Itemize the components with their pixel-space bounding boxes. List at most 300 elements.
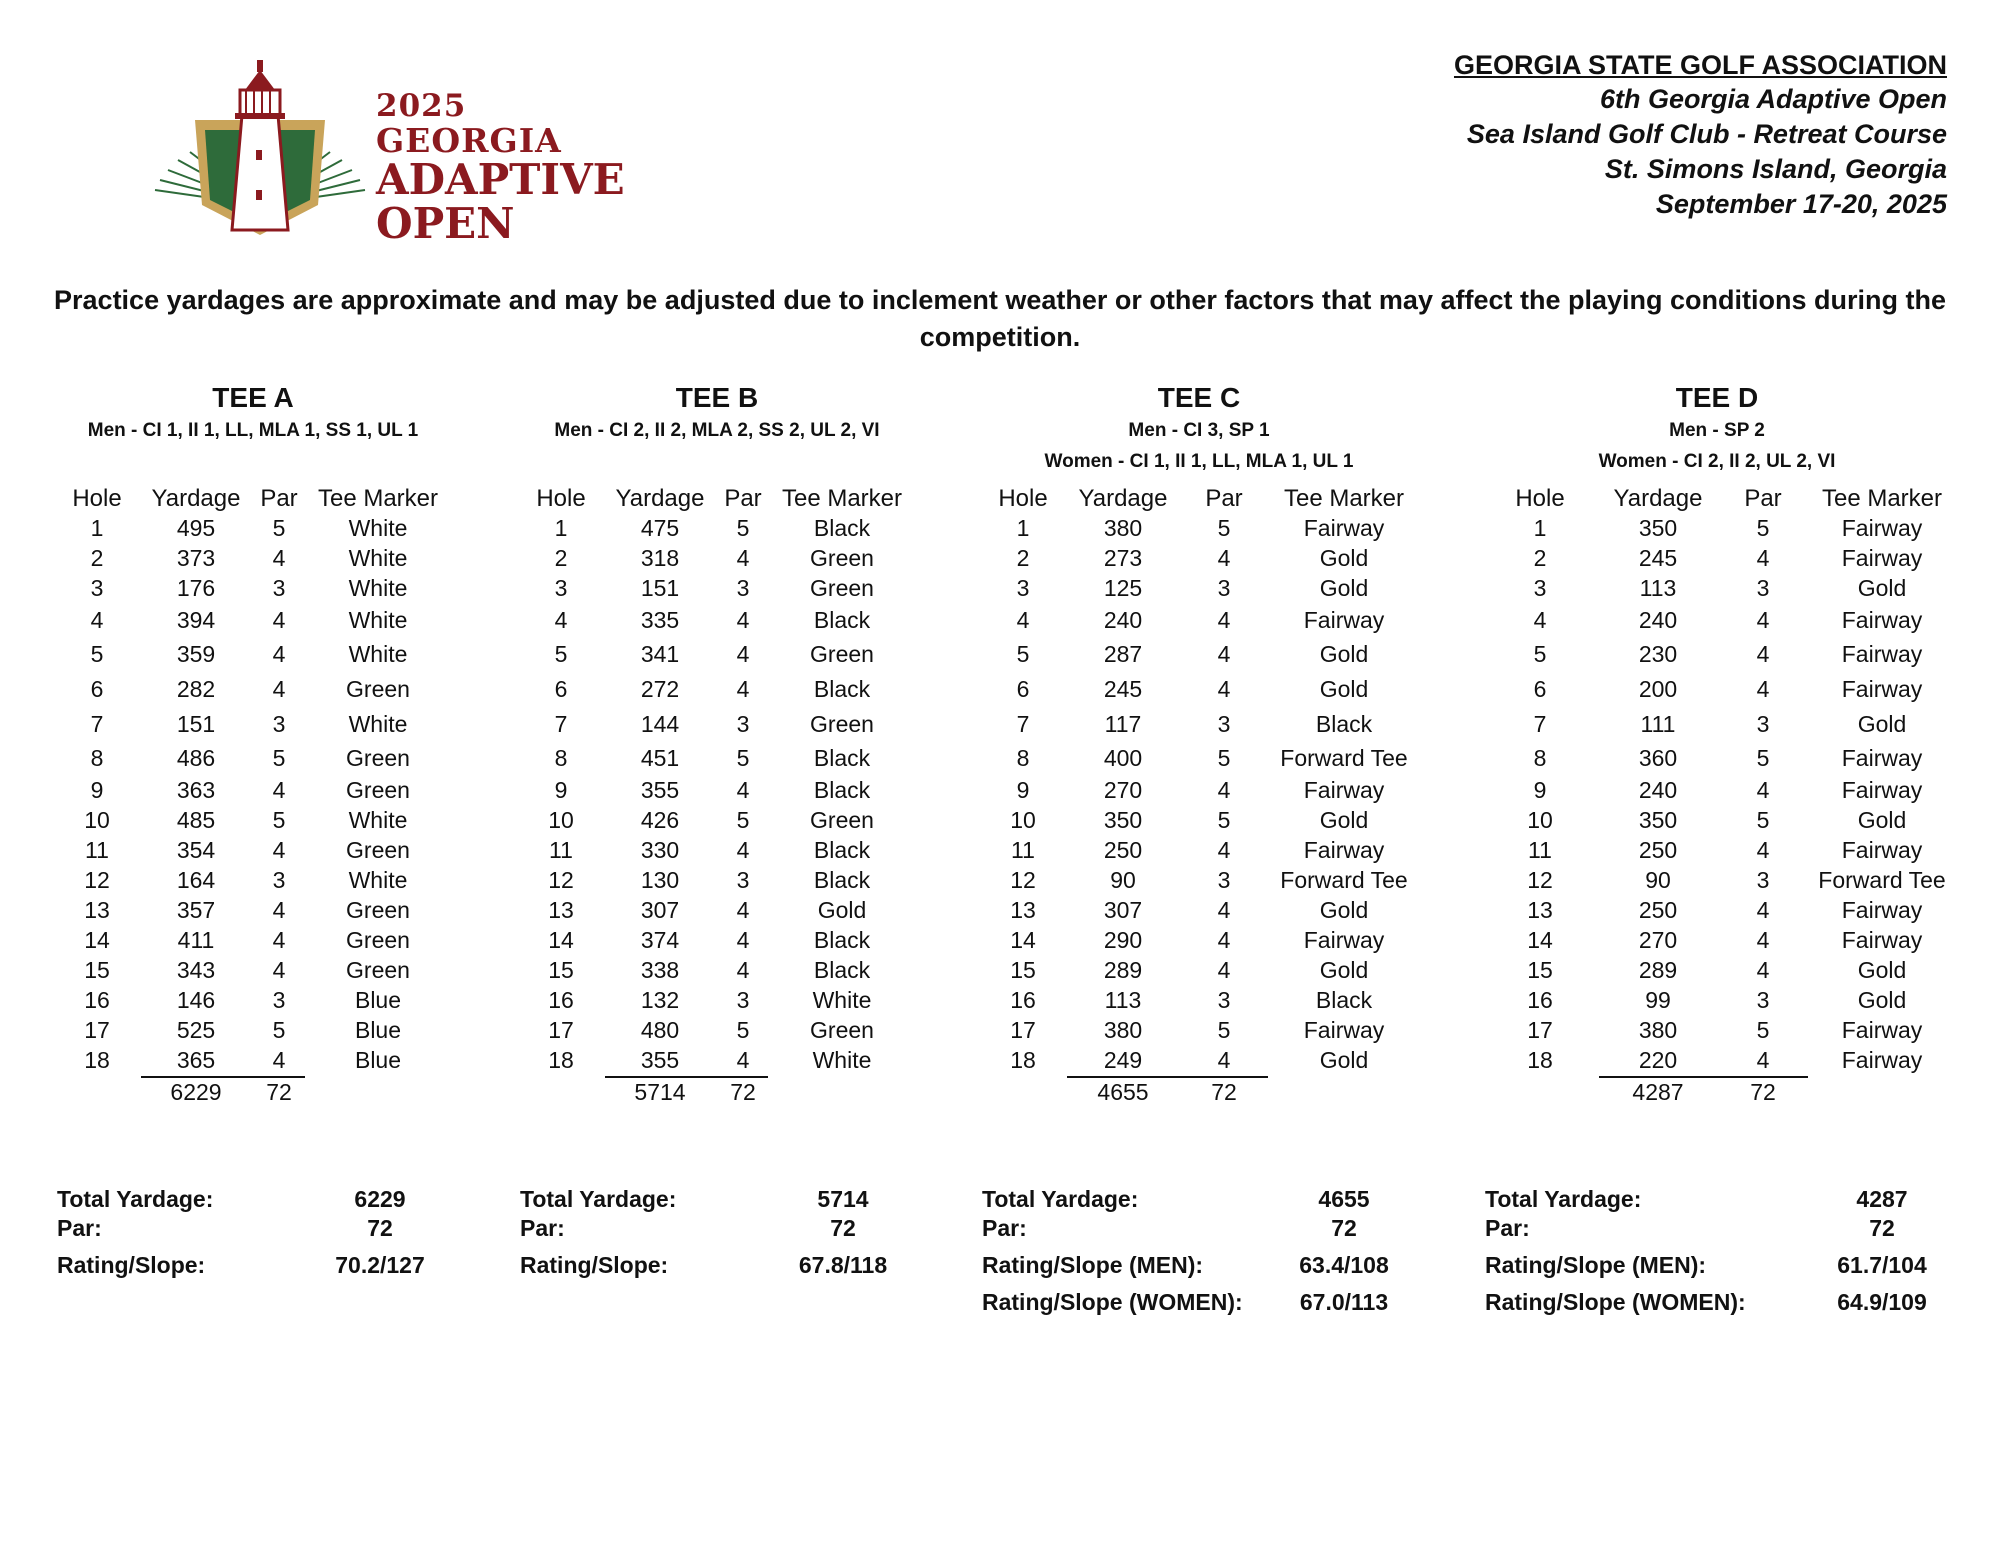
hole-yardage: 359 xyxy=(176,641,216,667)
hole-par: 4 xyxy=(1756,641,1770,667)
tee-subtitle-women: Women - CI 2, II 2, UL 2, VI xyxy=(1598,451,1836,472)
hole-yardage: 360 xyxy=(1638,745,1678,771)
hole-par: 4 xyxy=(272,1047,286,1073)
summary-rating-slope-women: 64.9/109 xyxy=(1837,1289,1927,1315)
hole-yardage: 380 xyxy=(1103,515,1143,541)
hole-par: 4 xyxy=(1756,607,1770,633)
hole-par: 3 xyxy=(272,867,286,893)
total-yardage-value: 6229 xyxy=(170,1079,222,1105)
hole-tee-marker: Fairway xyxy=(1841,1047,1923,1073)
hole-par: 4 xyxy=(272,607,286,633)
hole-yardage: 151 xyxy=(176,711,216,737)
hole-yardage: 307 xyxy=(640,897,680,923)
hole-number: 11 xyxy=(1528,837,1552,863)
hole-tee-marker: Black xyxy=(813,957,871,983)
hole-par: 4 xyxy=(736,607,750,633)
summary-rating-label: Rating/Slope: xyxy=(57,1252,206,1278)
hole-yardage: 125 xyxy=(1103,575,1143,601)
tee-subtitle-men: Men - CI 1, II 1, LL, MLA 1, SS 1, UL 1 xyxy=(87,420,419,441)
hole-yardage: 90 xyxy=(1645,867,1671,893)
hole-yardage: 350 xyxy=(1638,807,1678,833)
logo-line-georgia: GEORGIA xyxy=(376,121,562,160)
hole-tee-marker: Green xyxy=(810,711,874,737)
column-header-hole: Hole xyxy=(1515,485,1565,512)
hole-number: 2 xyxy=(1533,545,1547,571)
hole-number: 12 xyxy=(548,867,574,893)
hole-par: 5 xyxy=(736,515,750,541)
hole-par: 3 xyxy=(1217,867,1231,893)
hole-par: 4 xyxy=(736,837,750,863)
total-par-value: 72 xyxy=(1211,1079,1237,1105)
total-yardage-value: 5714 xyxy=(634,1079,686,1105)
hole-tee-marker: Blue xyxy=(354,1047,402,1073)
hole-par: 3 xyxy=(736,711,750,737)
hole-par: 5 xyxy=(272,807,286,833)
hole-number: 4 xyxy=(554,607,568,633)
hole-yardage: 380 xyxy=(1103,1017,1143,1043)
hole-number: 5 xyxy=(1533,641,1547,667)
hole-tee-marker: Green xyxy=(346,897,410,923)
hole-par: 3 xyxy=(736,987,750,1013)
column-header-hole: Hole xyxy=(536,485,586,512)
hole-number: 6 xyxy=(554,676,568,702)
hole-par: 4 xyxy=(272,777,286,803)
hole-yardage: 289 xyxy=(1638,957,1678,983)
hole-par: 4 xyxy=(272,927,286,953)
hole-tee-marker: Gold xyxy=(1319,807,1369,833)
summary-par: 72 xyxy=(1869,1215,1895,1241)
hole-number: 4 xyxy=(1016,607,1030,633)
hole-tee-marker: Gold xyxy=(1319,1047,1369,1073)
hole-number: 8 xyxy=(1533,745,1547,771)
hole-par: 5 xyxy=(736,745,750,771)
hole-number: 12 xyxy=(84,867,110,893)
hole-number: 13 xyxy=(84,897,110,923)
hole-yardage: 245 xyxy=(1638,545,1678,571)
hole-yardage: 151 xyxy=(640,575,680,601)
hole-yardage: 338 xyxy=(640,957,680,983)
hole-tee-marker: Green xyxy=(346,927,410,953)
hole-number: 14 xyxy=(1527,927,1553,953)
hole-number: 4 xyxy=(90,607,104,633)
hole-number: 14 xyxy=(1010,927,1036,953)
hole-yardage: 113 xyxy=(1639,575,1677,601)
hole-tee-marker: Black xyxy=(813,676,871,702)
summary-total-label: Total Yardage: xyxy=(1485,1186,1642,1212)
hole-yardage: 250 xyxy=(1638,837,1678,863)
hole-tee-marker: Fairway xyxy=(1841,927,1923,953)
hole-par: 4 xyxy=(736,641,750,667)
summary-rating-slope-men: 63.4/108 xyxy=(1299,1252,1389,1278)
summary-par-label: Par: xyxy=(520,1215,565,1241)
hole-tee-marker: Forward Tee xyxy=(1818,867,1946,893)
summary-total-yardage: 4655 xyxy=(1318,1186,1370,1212)
hole-yardage: 486 xyxy=(176,745,216,771)
tee-title: TEE D xyxy=(1675,382,1759,413)
hole-par: 4 xyxy=(1756,837,1770,863)
hole-number: 17 xyxy=(1527,1017,1553,1043)
hole-yardage: 113 xyxy=(1104,987,1142,1013)
hole-tee-marker: Green xyxy=(810,807,874,833)
event-logo xyxy=(150,55,630,248)
hole-tee-marker: Green xyxy=(346,745,410,771)
hole-tee-marker: Green xyxy=(810,575,874,601)
summary-total-yardage: 6229 xyxy=(354,1186,406,1212)
hole-yardage: 330 xyxy=(640,837,680,863)
hole-par: 4 xyxy=(272,545,286,571)
hole-number: 4 xyxy=(1533,607,1547,633)
summary-par: 72 xyxy=(367,1215,393,1241)
hole-number: 1 xyxy=(1533,515,1547,541)
hole-par: 5 xyxy=(1217,745,1231,771)
hole-yardage: 350 xyxy=(1103,807,1143,833)
hole-yardage: 318 xyxy=(640,545,680,571)
hole-par: 4 xyxy=(1217,607,1231,633)
hole-number: 12 xyxy=(1527,867,1553,893)
hole-yardage: 249 xyxy=(1103,1047,1143,1073)
hole-number: 9 xyxy=(1533,777,1547,803)
logo-line-adaptive: ADAPTIVE xyxy=(376,155,625,204)
hole-yardage: 230 xyxy=(1638,641,1678,667)
hole-number: 7 xyxy=(554,711,568,737)
hole-tee-marker: Green xyxy=(346,676,410,702)
hole-par: 4 xyxy=(736,1047,750,1073)
hole-yardage: 355 xyxy=(640,1047,680,1073)
hole-par: 3 xyxy=(736,575,750,601)
hole-number: 3 xyxy=(1016,575,1030,601)
hole-tee-marker: Fairway xyxy=(1303,515,1385,541)
hole-par: 5 xyxy=(1217,1017,1231,1043)
hole-yardage: 485 xyxy=(176,807,216,833)
hole-number: 9 xyxy=(1016,777,1030,803)
hole-par: 3 xyxy=(1756,987,1770,1013)
hole-tee-marker: Fairway xyxy=(1303,1017,1385,1043)
column-header-par: Par xyxy=(1205,485,1243,512)
total-divider xyxy=(141,1076,305,1078)
hole-tee-marker: White xyxy=(348,545,408,571)
hole-tee-marker: Blue xyxy=(354,1017,402,1043)
summary-par-label: Par: xyxy=(57,1215,102,1241)
hole-yardage: 273 xyxy=(1103,545,1143,571)
column-header-yardage: Yardage xyxy=(151,485,241,512)
hole-tee-marker: White xyxy=(348,867,408,893)
hole-number: 3 xyxy=(1533,575,1547,601)
hole-par: 5 xyxy=(272,745,286,771)
hole-number: 18 xyxy=(84,1047,110,1073)
hole-tee-marker: White xyxy=(348,575,408,601)
hole-par: 4 xyxy=(1217,1047,1231,1073)
hole-par: 5 xyxy=(1217,807,1231,833)
hole-yardage: 240 xyxy=(1638,777,1678,803)
hole-tee-marker: White xyxy=(812,1047,872,1073)
hole-number: 3 xyxy=(90,575,104,601)
summary-total-label: Total Yardage: xyxy=(520,1186,677,1212)
hole-tee-marker: Black xyxy=(813,515,871,541)
summary-total-label: Total Yardage: xyxy=(982,1186,1139,1212)
hole-number: 17 xyxy=(84,1017,110,1043)
hole-yardage: 355 xyxy=(640,777,680,803)
hole-tee-marker: Fairway xyxy=(1303,777,1385,803)
hole-tee-marker: White xyxy=(348,515,408,541)
total-divider xyxy=(1599,1076,1808,1078)
hole-yardage: 99 xyxy=(1645,987,1671,1013)
column-header-yardage: Yardage xyxy=(615,485,705,512)
hole-tee-marker: Gold xyxy=(1857,575,1907,601)
hole-par: 3 xyxy=(1756,867,1770,893)
hole-par: 3 xyxy=(272,575,286,601)
hole-yardage: 289 xyxy=(1103,957,1143,983)
hole-tee-marker: Gold xyxy=(1857,807,1907,833)
total-yardage-value: 4287 xyxy=(1632,1079,1684,1105)
hole-number: 9 xyxy=(90,777,104,803)
hole-number: 18 xyxy=(1010,1047,1036,1073)
hole-tee-marker: Fairway xyxy=(1841,897,1923,923)
hole-number: 6 xyxy=(1533,676,1547,702)
hole-yardage: 146 xyxy=(176,987,216,1013)
summary-rating-women-label: Rating/Slope (WOMEN): xyxy=(1485,1289,1746,1315)
hole-tee-marker: Fairway xyxy=(1841,837,1923,863)
hole-par: 4 xyxy=(1756,545,1770,571)
hole-tee-marker: Green xyxy=(810,641,874,667)
hole-par: 4 xyxy=(1217,927,1231,953)
hole-par: 4 xyxy=(1217,545,1231,571)
hole-par: 4 xyxy=(1217,777,1231,803)
column-header-hole: Hole xyxy=(72,485,122,512)
hole-yardage: 394 xyxy=(176,607,216,633)
hole-yardage: 363 xyxy=(176,777,216,803)
hole-yardage: 240 xyxy=(1103,607,1143,633)
hole-par: 5 xyxy=(272,515,286,541)
hole-number: 18 xyxy=(548,1047,574,1073)
hole-tee-marker: Black xyxy=(1315,711,1373,737)
hole-yardage: 176 xyxy=(176,575,216,601)
summary-par: 72 xyxy=(1331,1215,1357,1241)
hole-par: 5 xyxy=(1217,515,1231,541)
hole-number: 17 xyxy=(1010,1017,1036,1043)
hole-tee-marker: Gold xyxy=(1857,987,1907,1013)
hole-number: 17 xyxy=(548,1017,574,1043)
hole-tee-marker: Green xyxy=(346,957,410,983)
hole-yardage: 357 xyxy=(176,897,216,923)
hole-tee-marker: Gold xyxy=(1857,711,1907,737)
hole-number: 10 xyxy=(1010,807,1036,833)
hole-yardage: 354 xyxy=(176,837,216,863)
column-header-yardage: Yardage xyxy=(1078,485,1168,512)
hole-tee-marker: White xyxy=(348,711,408,737)
hole-yardage: 426 xyxy=(640,807,680,833)
total-par-value: 72 xyxy=(730,1079,756,1105)
summary-par-label: Par: xyxy=(982,1215,1027,1241)
hole-tee-marker: Gold xyxy=(1857,957,1907,983)
hole-par: 3 xyxy=(272,711,286,737)
column-header-tee-marker: Tee Marker xyxy=(781,485,903,512)
column-header-tee-marker: Tee Marker xyxy=(317,485,439,512)
tee-subtitle-men: Men - SP 2 xyxy=(1669,420,1765,441)
hole-number: 11 xyxy=(85,837,109,863)
hole-yardage: 245 xyxy=(1103,676,1143,702)
total-yardage-value: 4655 xyxy=(1097,1079,1149,1105)
hole-number: 8 xyxy=(554,745,568,771)
summary-par-label: Par: xyxy=(1485,1215,1530,1241)
hole-number: 7 xyxy=(1016,711,1030,737)
hole-tee-marker: Black xyxy=(813,837,871,863)
hole-number: 6 xyxy=(90,676,104,702)
hole-yardage: 373 xyxy=(176,545,216,571)
hole-yardage: 350 xyxy=(1638,515,1678,541)
hole-yardage: 164 xyxy=(176,867,216,893)
total-divider xyxy=(1067,1076,1268,1078)
hole-yardage: 117 xyxy=(1104,711,1142,737)
hole-tee-marker: Black xyxy=(813,867,871,893)
event-header xyxy=(1454,48,1947,222)
hole-yardage: 343 xyxy=(176,957,216,983)
hole-par: 4 xyxy=(1756,676,1770,702)
column-header-yardage: Yardage xyxy=(1613,485,1703,512)
hole-tee-marker: Fairway xyxy=(1841,745,1923,771)
hole-yardage: 365 xyxy=(176,1047,216,1073)
hole-yardage: 132 xyxy=(640,987,680,1013)
lighthouse-icon xyxy=(150,55,380,245)
hole-yardage: 240 xyxy=(1638,607,1678,633)
hole-number: 14 xyxy=(84,927,110,953)
column-header-par: Par xyxy=(1744,485,1782,512)
organization-name: GEORGIA STATE GOLF ASSOCIATION xyxy=(1453,50,1947,80)
hole-par: 4 xyxy=(1217,837,1231,863)
hole-tee-marker: Fairway xyxy=(1303,837,1385,863)
hole-number: 6 xyxy=(1016,676,1030,702)
logo-line-open: OPEN xyxy=(376,199,515,248)
event-location: St. Simons Island, Georgia xyxy=(1604,154,1947,184)
hole-yardage: 451 xyxy=(640,745,680,771)
hole-yardage: 480 xyxy=(640,1017,680,1043)
hole-tee-marker: Green xyxy=(346,777,410,803)
hole-tee-marker: Fairway xyxy=(1303,927,1385,953)
tee-title: TEE C xyxy=(1157,382,1241,413)
summary-rating-women-label: Rating/Slope (WOMEN): xyxy=(982,1289,1243,1315)
hole-tee-marker: Gold xyxy=(1319,957,1369,983)
hole-number: 5 xyxy=(1016,641,1030,667)
hole-tee-marker: Forward Tee xyxy=(1280,745,1408,771)
hole-par: 3 xyxy=(1756,711,1770,737)
summary-total-label: Total Yardage: xyxy=(57,1186,214,1212)
tee-title: TEE B xyxy=(675,382,759,413)
hole-par: 3 xyxy=(1217,987,1231,1013)
hole-par: 4 xyxy=(1217,676,1231,702)
hole-par: 5 xyxy=(1756,515,1770,541)
hole-tee-marker: White xyxy=(348,607,408,633)
column-header-par: Par xyxy=(260,485,298,512)
hole-number: 10 xyxy=(1527,807,1553,833)
total-par-value: 72 xyxy=(266,1079,292,1105)
logo-text xyxy=(376,88,625,248)
hole-yardage: 272 xyxy=(640,676,680,702)
hole-tee-marker: Fairway xyxy=(1841,676,1923,702)
hole-number: 12 xyxy=(1010,867,1036,893)
event-dates: September 17-20, 2025 xyxy=(1655,189,1947,219)
hole-par: 5 xyxy=(1756,807,1770,833)
hole-tee-marker: Fairway xyxy=(1841,1017,1923,1043)
hole-number: 7 xyxy=(90,711,104,737)
hole-tee-marker: Forward Tee xyxy=(1280,867,1408,893)
hole-par: 5 xyxy=(736,1017,750,1043)
hole-par: 5 xyxy=(736,807,750,833)
hole-tee-marker: White xyxy=(348,807,408,833)
summary-total-yardage: 4287 xyxy=(1856,1186,1908,1212)
hole-tee-marker: Black xyxy=(813,607,871,633)
hole-par: 4 xyxy=(272,897,286,923)
hole-number: 14 xyxy=(548,927,574,953)
hole-tee-marker: Green xyxy=(810,545,874,571)
hole-yardage: 111 xyxy=(1640,711,1676,737)
tee-subtitle-women: Women - CI 1, II 1, LL, MLA 1, UL 1 xyxy=(1044,451,1354,472)
hole-tee-marker: Black xyxy=(1315,987,1373,1013)
hole-number: 15 xyxy=(84,957,110,983)
hole-number: 8 xyxy=(1016,745,1030,771)
tee-title: TEE A xyxy=(212,382,294,413)
hole-tee-marker: Green xyxy=(346,837,410,863)
hole-par: 3 xyxy=(1217,575,1231,601)
hole-par: 4 xyxy=(1756,1047,1770,1073)
hole-par: 4 xyxy=(1756,777,1770,803)
total-par-value: 72 xyxy=(1750,1079,1776,1105)
course-name: Sea Island Golf Club - Retreat Course xyxy=(1466,119,1947,149)
hole-yardage: 220 xyxy=(1638,1047,1678,1073)
hole-number: 9 xyxy=(554,777,568,803)
hole-number: 5 xyxy=(90,641,104,667)
hole-par: 4 xyxy=(272,676,286,702)
hole-tee-marker: Fairway xyxy=(1841,641,1923,667)
hole-tee-marker: Fairway xyxy=(1841,545,1923,571)
hole-par: 4 xyxy=(1217,957,1231,983)
hole-yardage: 290 xyxy=(1103,927,1143,953)
hole-par: 3 xyxy=(736,867,750,893)
hole-par: 3 xyxy=(1217,711,1231,737)
hole-par: 4 xyxy=(1756,927,1770,953)
hole-par: 4 xyxy=(272,957,286,983)
hole-number: 18 xyxy=(1527,1047,1553,1073)
hole-number: 16 xyxy=(1527,987,1553,1013)
hole-yardage: 200 xyxy=(1638,676,1678,702)
hole-yardage: 307 xyxy=(1103,897,1143,923)
tee-subtitle-men: Men - CI 3, SP 1 xyxy=(1128,420,1270,441)
hole-number: 10 xyxy=(84,807,110,833)
hole-par: 5 xyxy=(272,1017,286,1043)
hole-par: 4 xyxy=(1217,897,1231,923)
hole-yardage: 250 xyxy=(1103,837,1143,863)
hole-number: 1 xyxy=(90,515,104,541)
hole-number: 11 xyxy=(549,837,573,863)
hole-number: 2 xyxy=(554,545,568,571)
hole-par: 4 xyxy=(1756,957,1770,983)
hole-par: 4 xyxy=(736,777,750,803)
total-divider xyxy=(605,1076,768,1078)
hole-number: 13 xyxy=(548,897,574,923)
hole-par: 3 xyxy=(1756,575,1770,601)
summary-par: 72 xyxy=(830,1215,856,1241)
hole-yardage: 287 xyxy=(1103,641,1143,667)
column-header-tee-marker: Tee Marker xyxy=(1283,485,1405,512)
hole-tee-marker: Gold xyxy=(817,897,867,923)
hole-number: 5 xyxy=(554,641,568,667)
hole-tee-marker: Blue xyxy=(354,987,402,1013)
hole-par: 4 xyxy=(736,957,750,983)
hole-number: 7 xyxy=(1533,711,1547,737)
hole-number: 13 xyxy=(1527,897,1553,923)
hole-par: 5 xyxy=(1756,745,1770,771)
hole-yardage: 341 xyxy=(640,641,680,667)
event-name: 6th Georgia Adaptive Open xyxy=(1599,84,1947,114)
hole-tee-marker: White xyxy=(812,987,872,1013)
